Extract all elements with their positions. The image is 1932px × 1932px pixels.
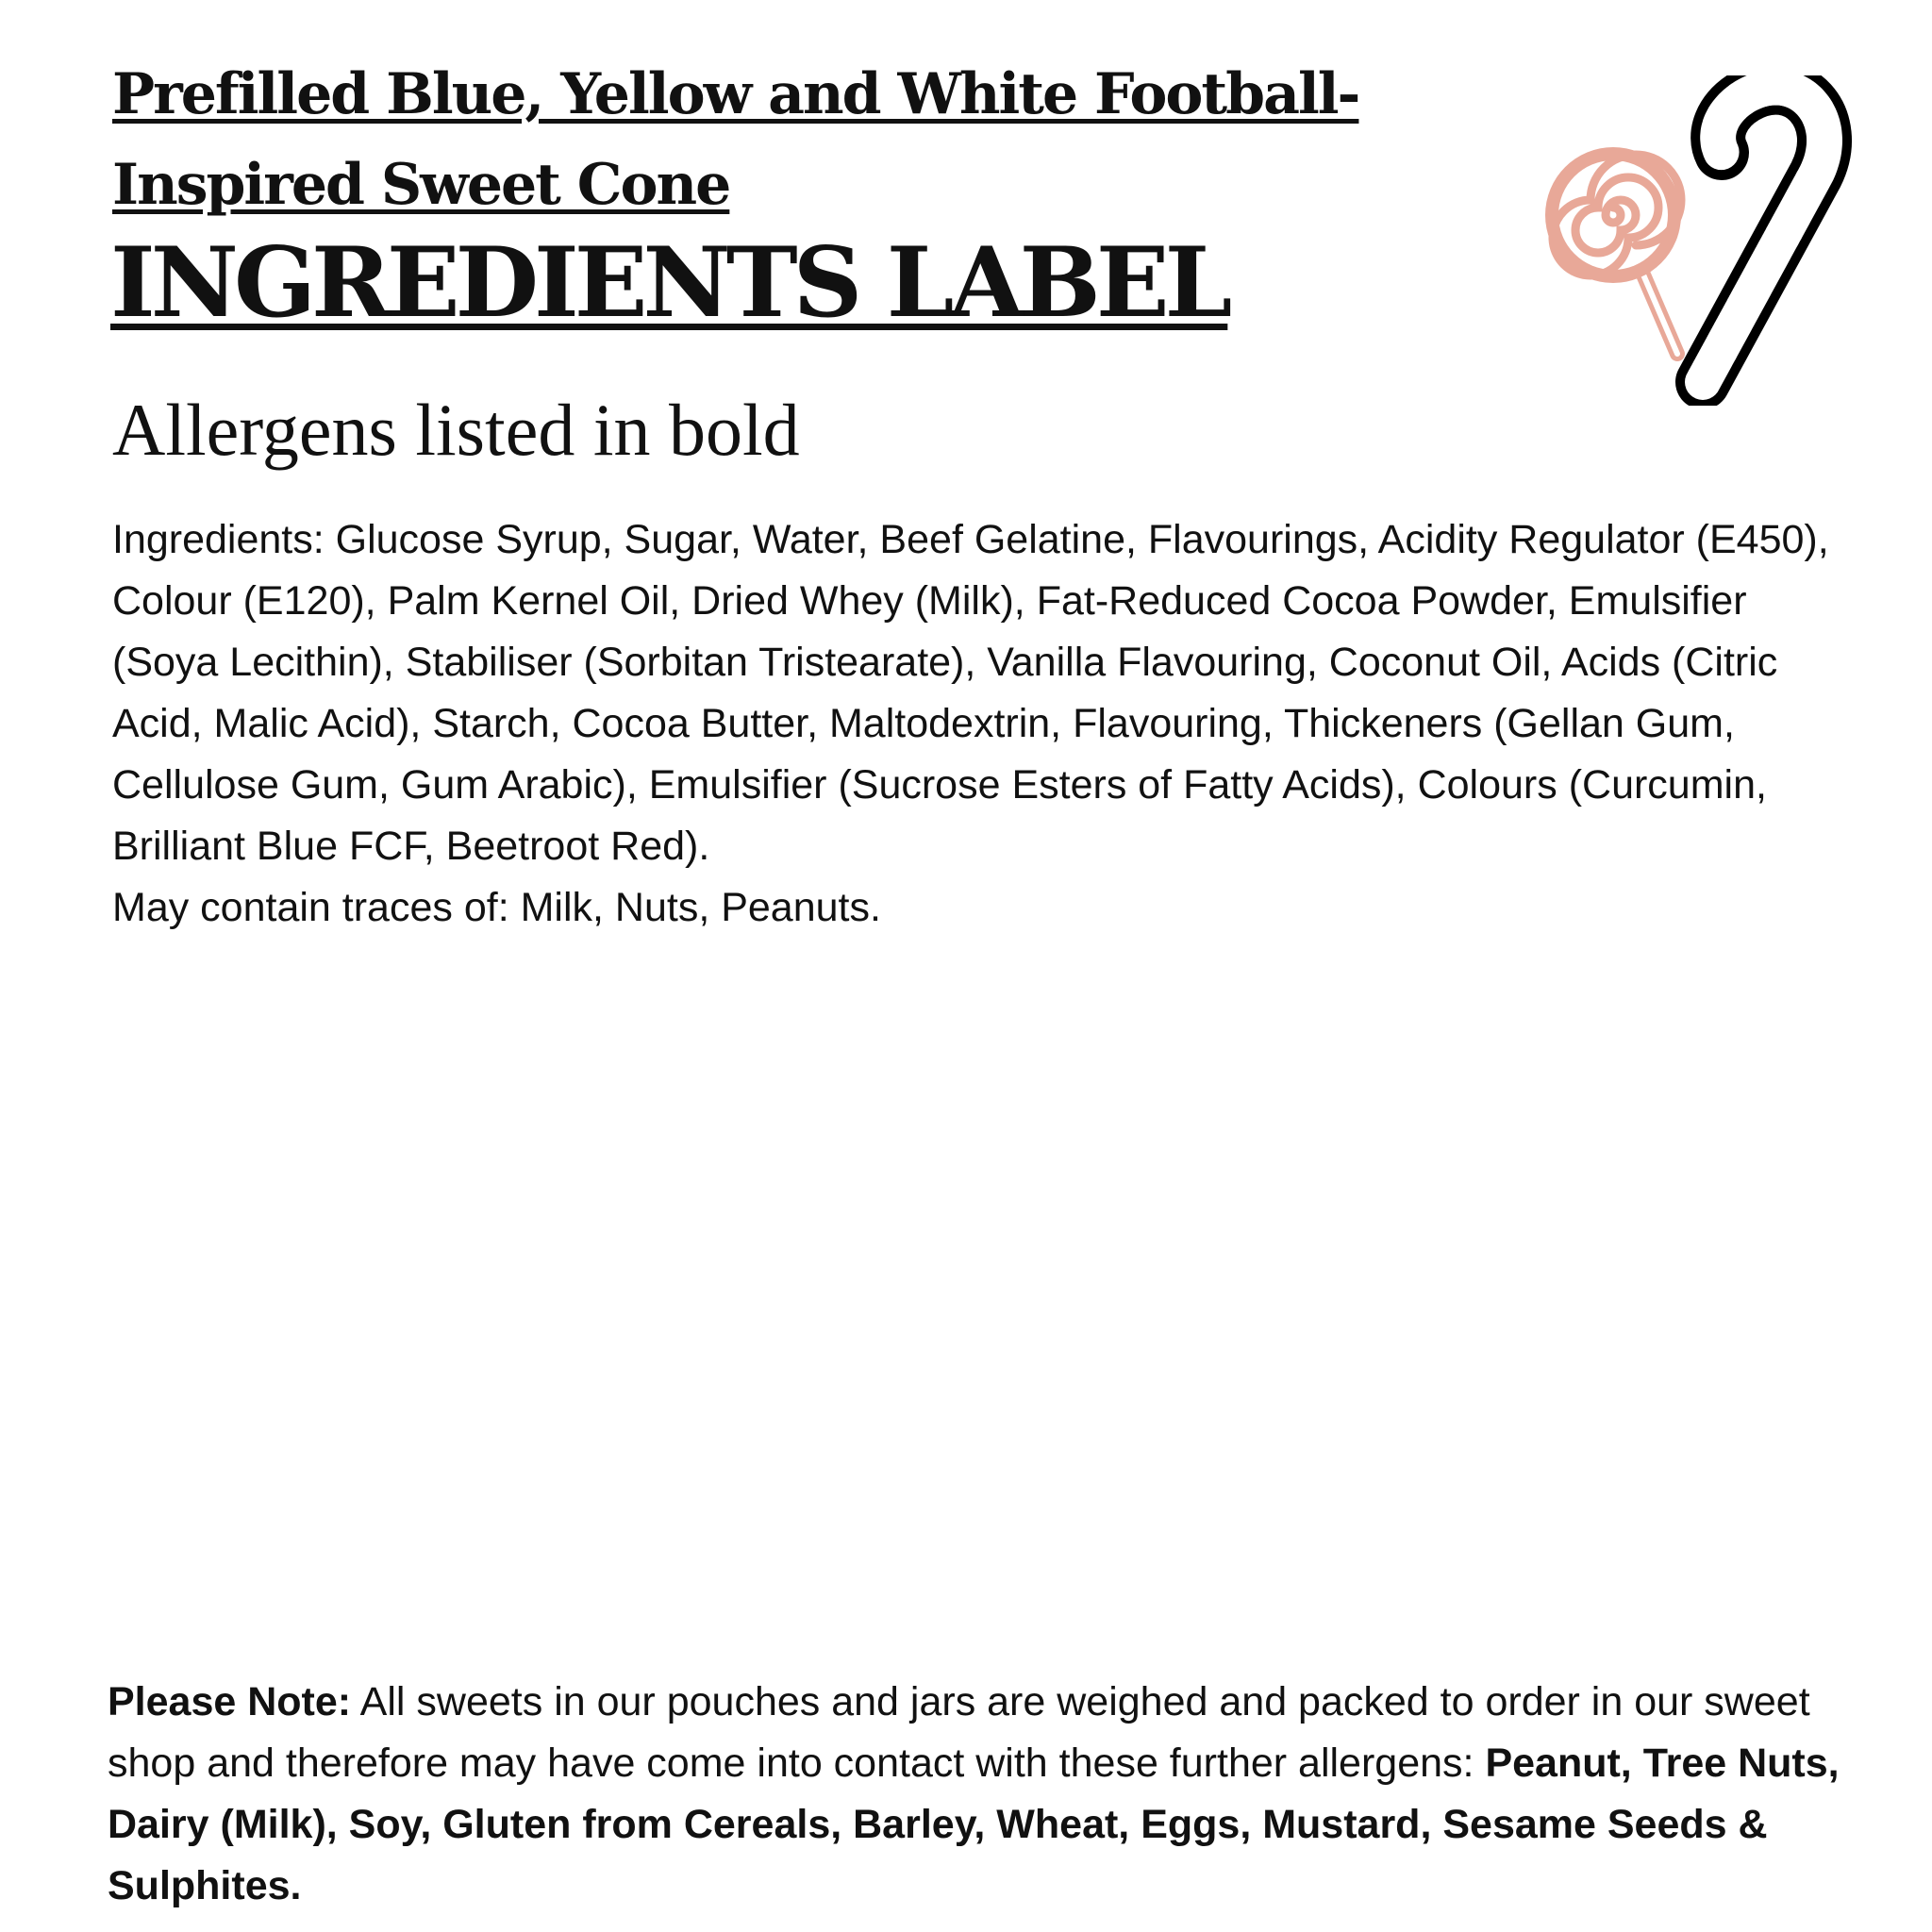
lollipop-icon	[1545, 147, 1681, 354]
candy-cane-icon	[1703, 88, 1824, 382]
please-note-label: Please Note:	[108, 1679, 352, 1724]
ingredients-section	[112, 509, 1857, 939]
ingredients-list: Ingredients: Glucose Syrup, Sugar, Water, Beef Gelatine, Flavourings, Acidity Regulator (E450), Colour (E120), Palm Kernel Oil, Dried Whey (Milk), Fat-Reduced Cocoa Powder, Emulsifier (Soya Lecithin), Stabiliser (Sorbitan Tristearate), Vanilla Flavouring, Coconut Oil, Acids (Citric Acid, Malic Acid), Starch, Cocoa Butter, Maltodextrin, Flavouring, Thickeners (Gellan Gum, Cellulose Gum, Gum Arabic), Emulsifier (Sucrose Esters of Fatty Acids), Colours (Curcumin, Brilliant Blue FCF, Beetroot Red).	[112, 517, 1829, 869]
sweets-illustration	[1538, 75, 1877, 406]
please-note-text: All sweets in our pouches and jars are weighed and packed to order in our sweet shop and therefore may have come into contact with these further allergens:	[108, 1679, 1810, 1786]
product-title: Prefilled Blue, Yellow and White Football-Inspired Sweet Cone	[112, 61, 1359, 218]
may-contain-traces: May contain traces of: Milk, Nuts, Peanuts.	[112, 885, 881, 930]
allergen-note: Allergens listed in bold	[112, 389, 800, 471]
ingredients-label-heading: INGREDIENTS LABEL	[110, 226, 1228, 340]
further-allergens-list: Peanut, Tree Nuts, Dairy (Milk), Soy, Gluten from Cereals, Barley, Wheat, Eggs, Mustard, Sesame Seeds & Sulphites.	[108, 1740, 1840, 1908]
please-note-paragraph	[108, 1672, 1862, 1917]
